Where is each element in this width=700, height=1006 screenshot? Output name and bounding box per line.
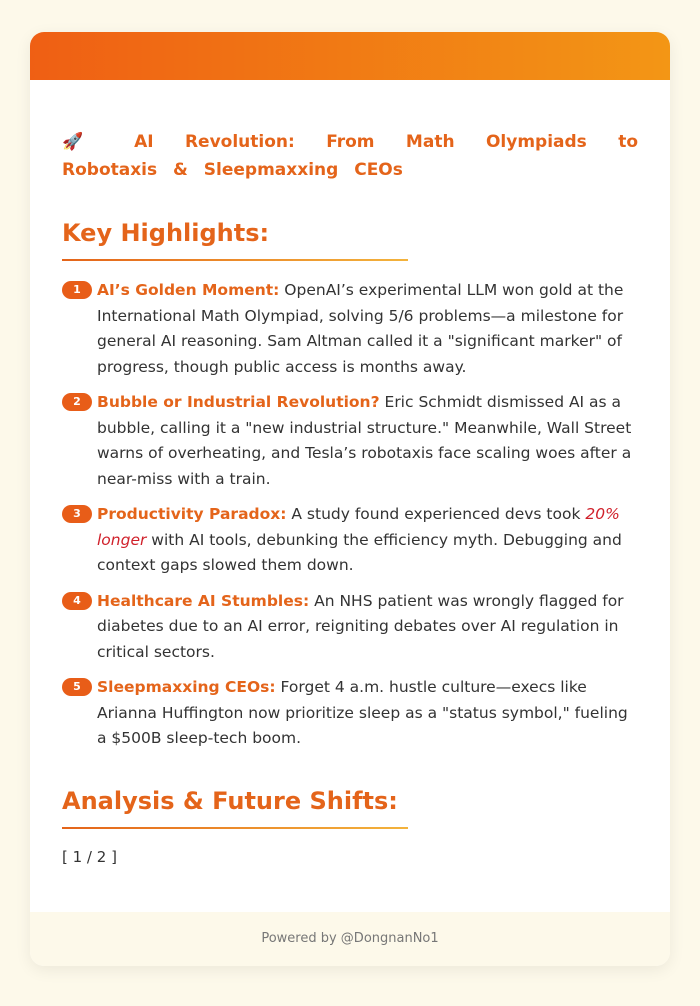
highlight-text: Eric Schmidt dismissed AI as a bubble, calling it a "new industrial structure." Meanwhile, Wall Street warns of overheating, and Tesla’s robotaxis face scaling woes after a near-miss with a train. xyxy=(97,393,632,488)
highlight-text: OpenAI’s experimental LLM won gold at the International Math Olympiad, solving 5/6 problems—a milestone for general AI reasoning. Sam Altman called it a "significant marker" of progress, though public access is months away. xyxy=(97,281,624,376)
page-indicator: [ 1 / 2 ] xyxy=(62,847,117,866)
post-title xyxy=(62,128,638,184)
highlight-lead: Productivity Paradox: xyxy=(97,505,287,523)
rocket-icon: 🚀 xyxy=(62,132,99,152)
footer xyxy=(30,912,670,966)
highlights-list xyxy=(62,278,638,752)
post-content xyxy=(30,80,670,866)
heading-divider xyxy=(62,827,408,829)
number-badge: 3 xyxy=(62,505,92,523)
highlight-item xyxy=(62,502,638,579)
number-badge: 2 xyxy=(62,393,92,411)
highlight-item xyxy=(62,675,638,752)
number-badge: 1 xyxy=(62,281,92,299)
header-bar xyxy=(30,32,670,80)
post-card xyxy=(30,32,670,966)
highlight-text: with AI tools, debunking the efficiency myth. Debugging and context gaps slowed them down. xyxy=(97,530,622,574)
footer-credit: Powered by @DongnanNo1 xyxy=(261,931,439,946)
highlight-lead: Bubble or Industrial Revolution? xyxy=(97,393,380,411)
highlight-text: Forget 4 a.m. hustle culture—execs like Arianna Huffington now prioritize sleep as a "status symbol," fueling a $500B sleep-tech boom. xyxy=(97,678,628,747)
highlight-item xyxy=(62,278,638,380)
highlight-item xyxy=(62,390,638,492)
key-highlights-heading: Key Highlights: xyxy=(62,219,270,247)
number-badge: 5 xyxy=(62,678,92,696)
highlight-emphasis: 20% longer xyxy=(97,505,620,549)
highlight-lead: AI’s Golden Moment: xyxy=(97,281,280,299)
number-badge: 4 xyxy=(62,592,92,610)
highlight-lead: Healthcare AI Stumbles: xyxy=(97,591,310,610)
analysis-heading: Analysis & Future Shifts: xyxy=(62,786,398,815)
post-title-text: AI Revolution: From Math Olympiads to Robotaxis & Sleepmaxxing CEOs xyxy=(62,132,638,180)
highlight-text: A study found experienced devs took xyxy=(286,505,586,523)
highlight-lead: Sleepmaxxing CEOs: xyxy=(97,678,276,696)
highlight-item xyxy=(62,589,638,666)
highlight-text: An NHS patient was wrongly flagged for diabetes due to an AI error, reigniting debates over AI regulation in critical sectors. xyxy=(97,591,624,661)
heading-divider xyxy=(62,259,408,261)
